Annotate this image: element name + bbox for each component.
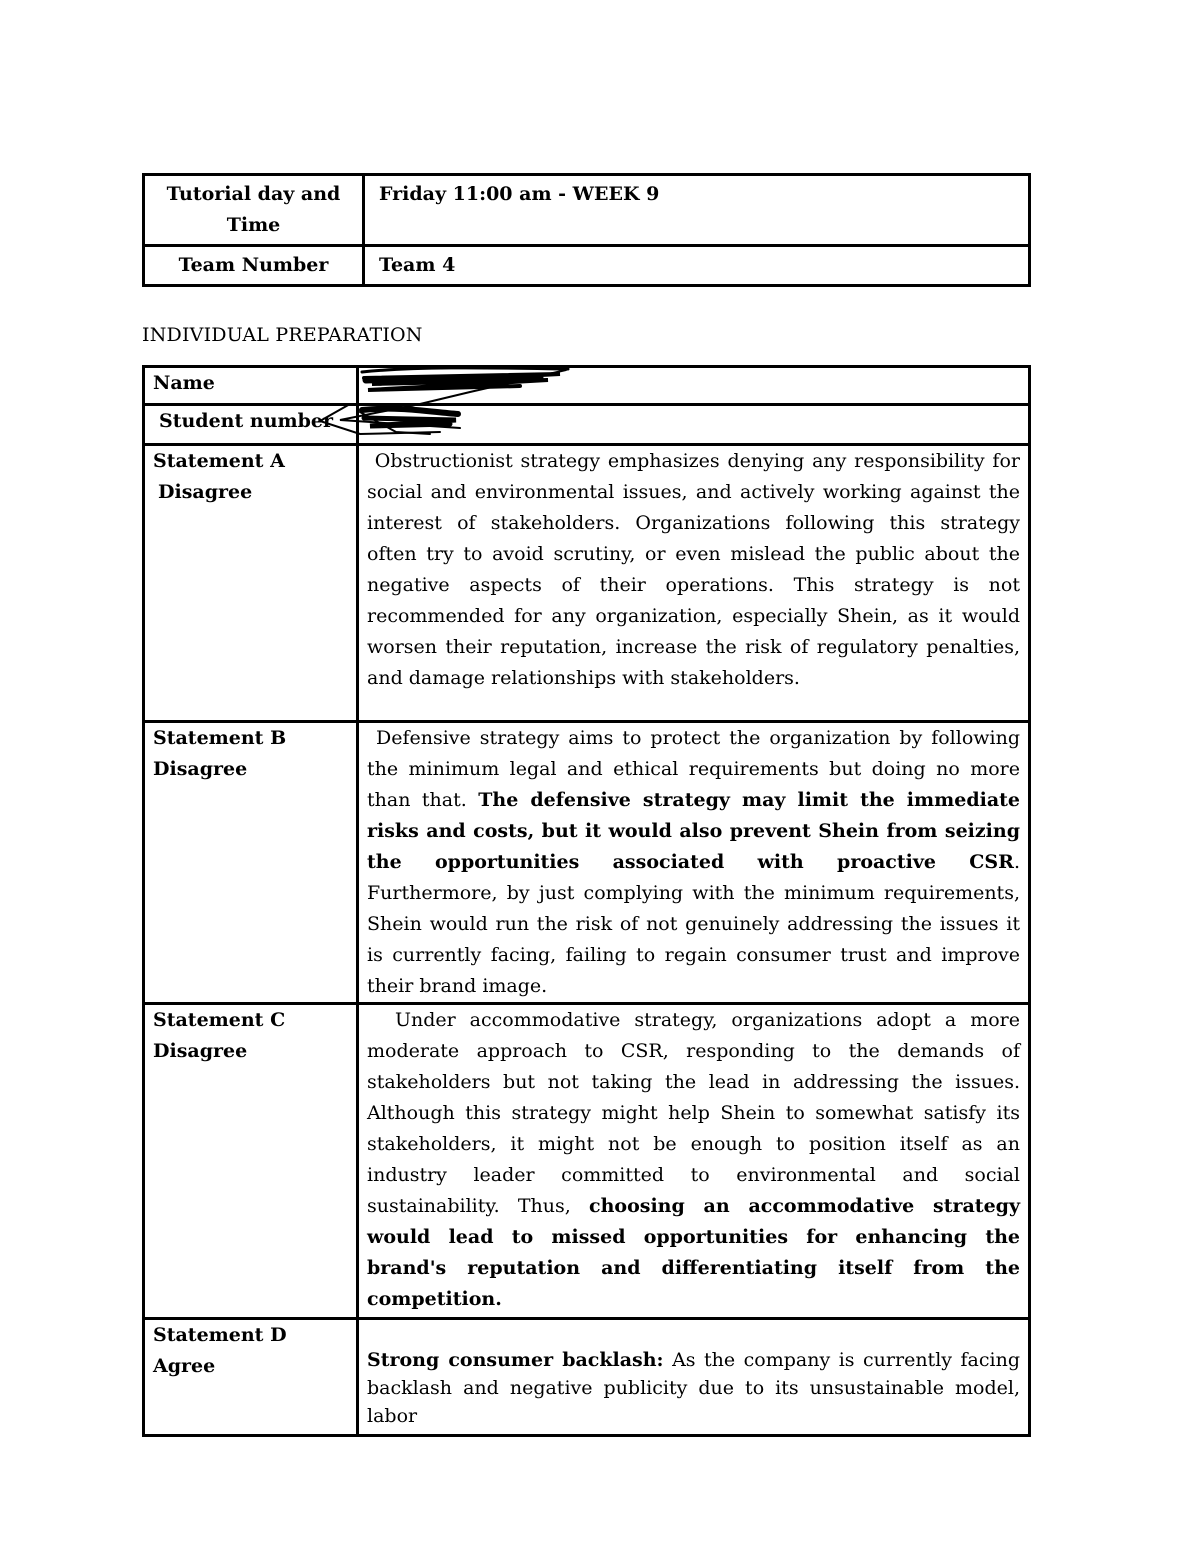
statement-c-text-bold: choosing an accommodative strategy would lead to missed opportunities for enhancing the brand's reputation and differentiating itself from the competition.: [367, 1195, 1020, 1310]
statement-b-row: [144, 722, 1030, 1004]
statement-d-row: [144, 1319, 1030, 1436]
statement-c-label: Statement C: [153, 1009, 286, 1031]
statement-d-text-cell: [358, 1319, 1030, 1436]
statement-a-verdict: Disagree: [158, 481, 253, 503]
student-number-row: [144, 405, 1030, 445]
tutorial-value: Friday 11:00 am - WEEK 9: [364, 175, 1030, 246]
name-value-redacted: [358, 367, 1030, 405]
name-label: [144, 367, 358, 405]
statement-a-text: Obstructionist strategy emphasizes denying any responsibility for social and environmental issues, and actively working against the interest of stakeholders. Organizations following this strategy often try to avoid scrutiny, or even mislead the public about the negative aspects of their operations. This strategy is not recommended for any organization, especially Shein, as it would worsen their reputation, increase the risk of regulatory penalties, and damage relationships with stakeholders.: [367, 450, 1020, 689]
name-label-text: Name: [153, 372, 215, 394]
tutorial-row: [144, 175, 1030, 246]
tutorial-label: Tutorial day and Time: [144, 175, 364, 246]
statement-b-label-cell: [144, 722, 358, 1004]
statement-a-text-cell: [358, 445, 1030, 722]
statement-c-row: [144, 1004, 1030, 1319]
statement-b-verdict: Disagree: [153, 758, 248, 780]
student-number-value-redacted: [358, 405, 1030, 445]
team-row: [144, 246, 1030, 286]
student-number-label: Student number: [144, 405, 358, 445]
statement-c-verdict: Disagree: [153, 1040, 248, 1062]
statement-b-label: Statement B: [153, 727, 287, 749]
statement-d-label: Statement D: [153, 1324, 287, 1346]
individual-preparation-table: [142, 365, 1031, 1437]
statement-b-text-1: Defensive strategy aims to protect the organization by following the minimum legal and ethical requirements but doing no more than that.: [367, 727, 1020, 811]
statement-a-label-cell: [144, 445, 358, 722]
statement-b-text-bold: The defensive strategy may limit the immediate risks and costs, but it would also prevent Shein from seizing the opportunities associated with proactive CSR: [367, 789, 1020, 873]
statement-a-label: Statement A: [153, 450, 285, 472]
statement-c-label-cell: [144, 1004, 358, 1319]
statement-d-text-bold: Strong consumer backlash:: [367, 1349, 664, 1371]
statement-d-label-cell: [144, 1319, 358, 1436]
statement-c-text-1: Under accommodative strategy, organizations adopt a more moderate approach to CSR, responding to the demands of stakeholders but not taking the lead in addressing the issues. Although this strategy might help Shein to somewhat satisfy its stakeholders, it might not be enough to position itself as an industry leader committed to environmental and social sustainability. Thus,: [367, 1009, 1020, 1217]
statement-d-text-1: As the company is currently facing backlash and negative publicity due to its unsustainable model, labor: [367, 1349, 1020, 1427]
statement-b-text-2: . Furthermore, by just complying with the minimum requirements, Shein would run the risk of not genuinely addressing the issues it is currently facing, failing to regain consumer trust and improve their brand image.: [367, 851, 1020, 997]
statement-d-verdict: Agree: [153, 1355, 216, 1377]
statement-a-row: [144, 445, 1030, 722]
name-row: [144, 367, 1030, 405]
statement-b-text-cell: [358, 722, 1030, 1004]
team-label: Team Number: [144, 246, 364, 286]
header-table: [142, 173, 1031, 287]
section-title: INDIVIDUAL PREPARATION: [142, 324, 423, 346]
statement-c-text-cell: [358, 1004, 1030, 1319]
team-value: Team 4: [364, 246, 1030, 286]
